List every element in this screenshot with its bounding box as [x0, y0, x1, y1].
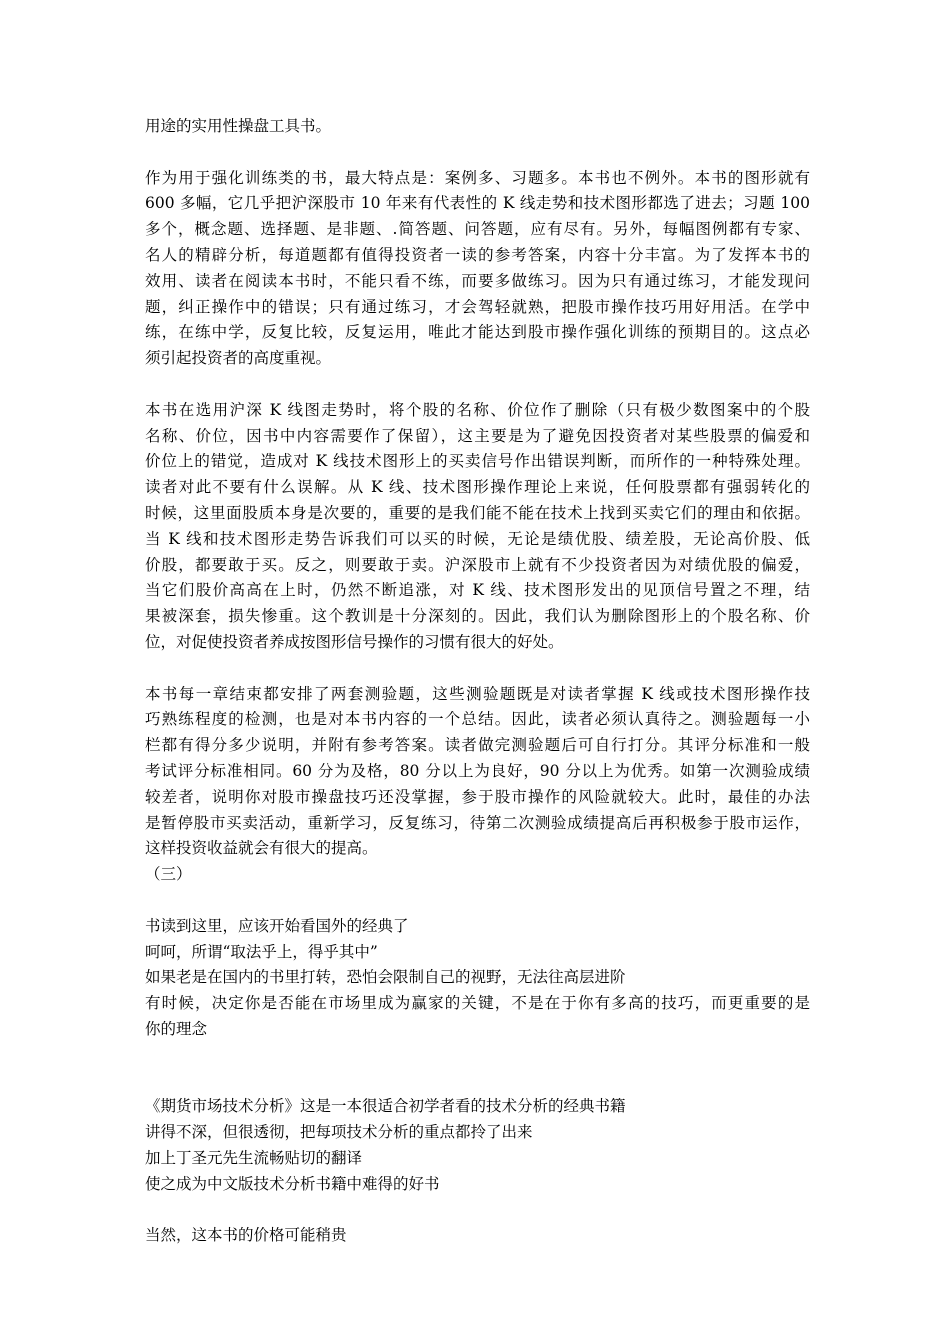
paragraph-intro-tail: [145, 114, 810, 140]
text-line: 有时候，决定你是否能在市场里成为赢家的关键，不是在于你有多高的技巧，而更重要的是: [145, 994, 810, 1013]
text-line: 书读到这里，应该开始看国外的经典了: [145, 916, 409, 935]
text-line: 栏都有得分多少说明，并附有参考答案。读者做完测验题后可自行打分。其评分标准和一般: [145, 736, 810, 755]
section-heading: [145, 862, 810, 888]
text-line: 呵呵，所谓“取法乎上，得乎其中”: [145, 942, 378, 961]
paragraph-book-recommendation: [145, 1094, 810, 1197]
text-line: 须引起投资者的高度重视。: [145, 349, 332, 368]
paragraph-exercises: [145, 166, 810, 372]
text-line: 多个，概念题、选择题、是非题、.简答题、问答题，应有尽有。另外，每幅图例都有专家、: [145, 220, 810, 239]
text-line: 巧熟练程度的检测，也是对本书内容的一个总结。因此，读者必须认真待之。测验题每一小: [145, 710, 810, 729]
text-line: 讲得不深，但很透彻，把每项技术分析的重点都拎了出来: [145, 1123, 533, 1142]
text-line: 练，在练中学，反复比较，反复运用，唯此才能达到股市操作强化训练的预期目的。这点必: [145, 323, 810, 342]
text-line: 当然，这本书的价格可能稍贵: [145, 1226, 347, 1245]
text-line: 效用、读者在阅读本书时，不能只看不练，而要多做练习。因为只有通过练习，才能发现问: [145, 271, 810, 290]
text-line: 使之成为中文版技术分析书籍中难得的好书: [145, 1174, 440, 1193]
paragraph-price-note: [145, 1223, 810, 1249]
text-line: 用途的实用性操盘工具书。: [145, 117, 332, 135]
text-line: 名称、价位，因书中内容需要作了保留），这主要是为了避免因投资者对某些股票的偏爱和: [145, 426, 810, 445]
paragraph-foreign-classics: [145, 914, 810, 1043]
text-line: 价股，都要敢于买。反之，则要敢于卖。沪深股市上就有不少投资者因为对绩优股的偏爱，: [145, 555, 810, 574]
paragraph-tests: [145, 682, 810, 863]
text-line: 果被深套，损失惨重。这个教训是十分深刻的。因此，我们认为删除图形上的个股名称、价: [145, 607, 810, 626]
section-number: （三）: [145, 865, 192, 884]
document-page: [145, 114, 810, 1249]
text-line: 本书每一章结束都安排了两套测验题，这些测验题既是对读者掌握 K 线或技术图形操作技: [145, 684, 810, 703]
text-line: 题，纠正操作中的错误；只有通过练习，才会驾轻就熟，把股市操作技巧用好用活。在学中: [145, 297, 810, 316]
paragraph-kline-selection: [145, 398, 810, 656]
text-line: 600 多幅，它几乎把沪深股市 10 年来有代表性的 K 线走势和技术图形都选了进去；习题 100: [145, 194, 810, 213]
text-line: 读者对此不要有什么误解。从 K 线、技术图形操作理论上来说，任何股票都有强弱转化的: [145, 478, 810, 497]
text-line: 是暂停股市买卖活动，重新学习，反复练习，待第二次测验成绩提高后再积极参于股市运作，: [145, 813, 810, 832]
text-line: 较差者，说明你对股市操盘技巧还没掌握，参于股市操作的风险就较大。此时，最佳的办法: [145, 787, 810, 806]
text-line: 位，对促使投资者养成按图形信号操作的习惯有很大的好处。: [145, 632, 564, 651]
text-line: 你的理念: [145, 1019, 208, 1038]
text-line: 名人的精辟分析，每道题都有值得投资者一读的参考答案，内容十分丰富。为了发挥本书的: [145, 245, 810, 264]
text-line: 时候，这里面股质本身是次要的，重要的是我们能不能在技术上找到买卖它们的理由和依据。: [145, 503, 810, 522]
text-line: 如果老是在国内的书里打转，恐怕会限制自己的视野，无法往高层进阶: [145, 968, 626, 987]
text-line: 考试评分标准相同。60 分为及格，80 分以上为良好，90 分以上为优秀。如第一次测验成绩: [145, 761, 810, 780]
text-line: 作为用于强化训练类的书，最大特点是：案例多、习题多。本书也不例外。本书的图形就有: [145, 168, 810, 187]
text-line: 这样投资收益就会有很大的提高。: [145, 839, 378, 858]
text-line: 本书在选用沪深 K 线图走势时，将个股的名称、价位作了删除（只有极少数图案中的个股: [145, 400, 810, 419]
text-line: 当 K 线和技术图形走势告诉我们可以买的时候，无论是绩优股、绩差股，无论高价股、低: [145, 529, 810, 548]
text-line: 加上丁圣元先生流畅贴切的翻译: [145, 1148, 363, 1167]
text-line: 当它们股价高高在上时，仍然不断追涨，对 K 线、技术图形发出的见顶信号置之不理，结: [145, 581, 810, 600]
text-line: 价位上的错觉，造成对 K 线技术图形上的买卖信号作出错误判断，而所作的一种特殊处理。: [145, 452, 810, 471]
text-line: 《期货市场技术分析》这是一本很适合初学者看的技术分析的经典书籍: [145, 1097, 626, 1116]
